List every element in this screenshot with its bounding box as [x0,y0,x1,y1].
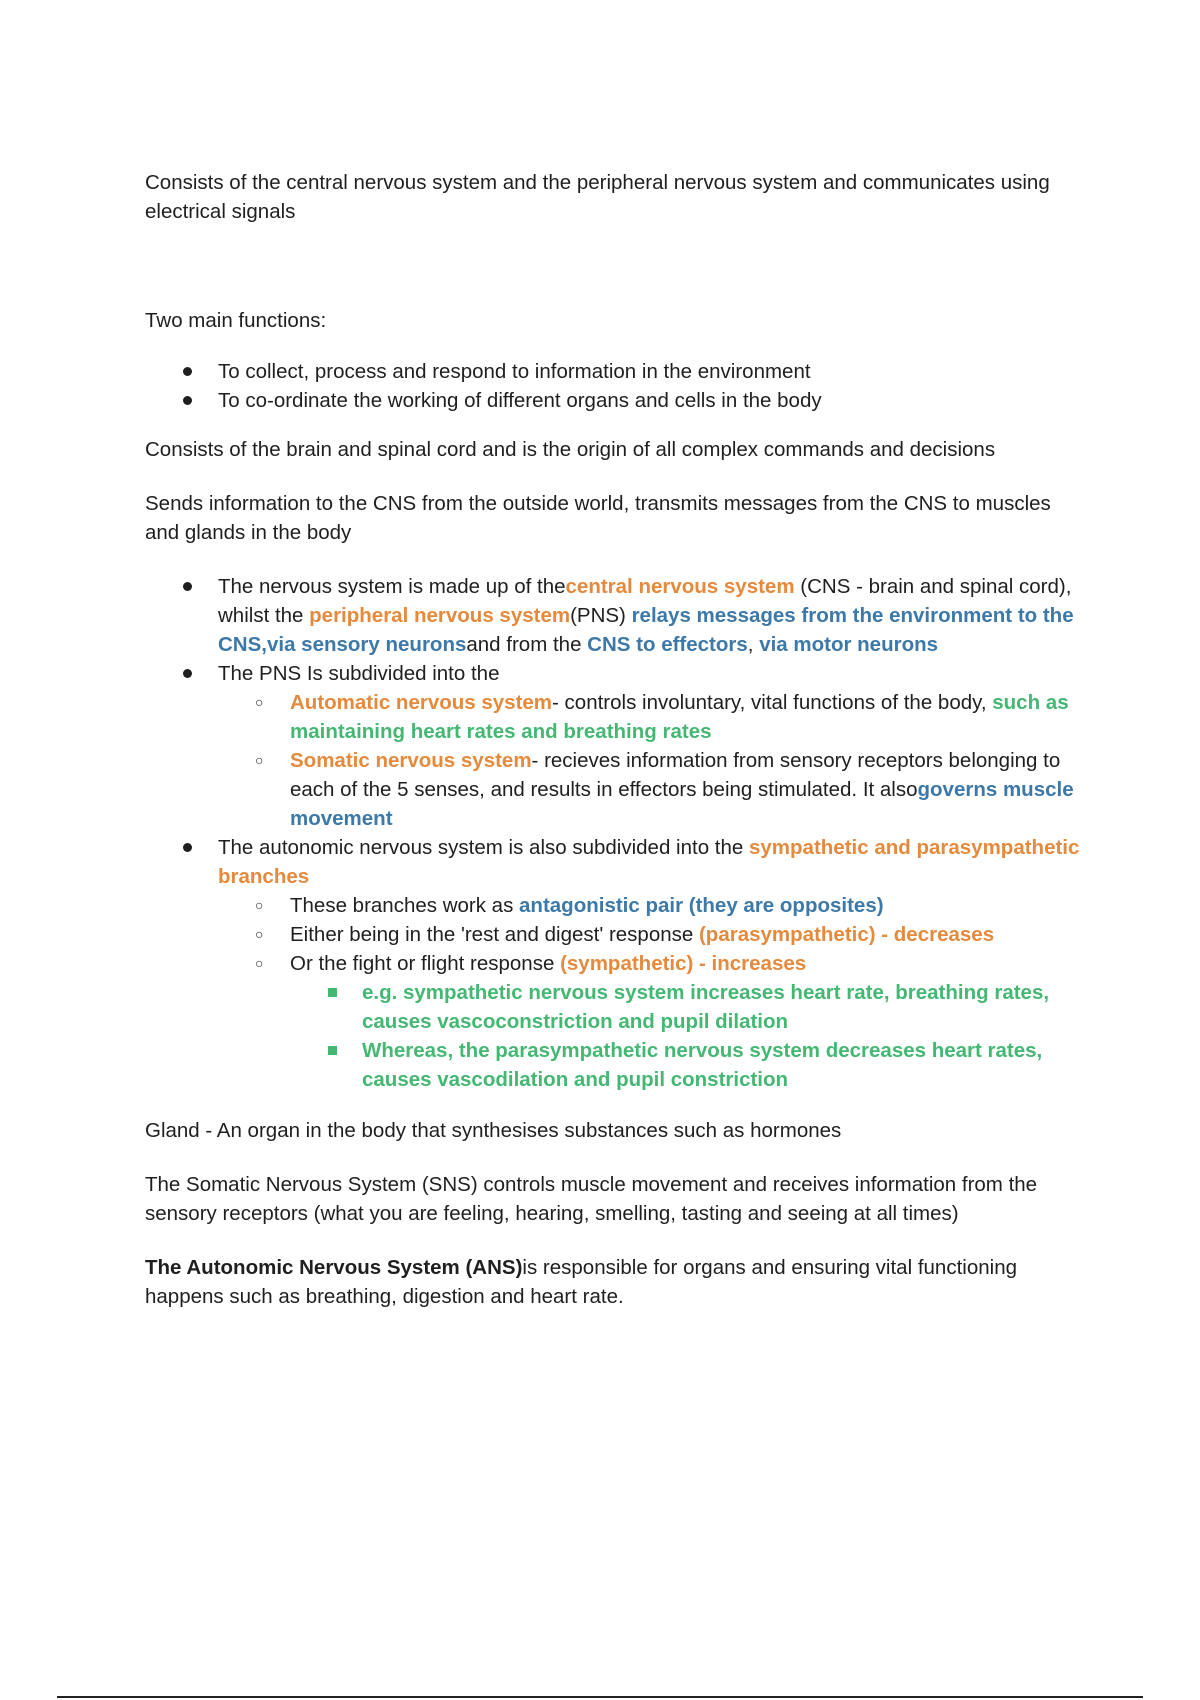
list-item: Whereas, the parasympathetic nervous system decreases heart rates, causes vascodilation and pupil constriction [145,1036,1085,1094]
pns-paragraph: Sends information to the CNS from the outside world, transmits messages from the CNS to muscles and glands in the body [145,492,1051,544]
functions-heading: Two main functions: [145,309,327,332]
circle-bullet-icon: ○ [255,955,264,971]
circle-bullet-icon: ○ [255,926,264,942]
list-item: The autonomic nervous system is also subdivided into the sympathetic and parasympathetic branches [145,833,1085,891]
functions-list [145,357,1085,415]
list-item: The PNS Is subdivided into the [145,659,1085,688]
list-item: To collect, process and respond to information in the environment [145,357,1085,386]
list-item: ○ Or the fight or flight response (sympathetic) - increases [145,949,1085,978]
cns-paragraph: Consists of the brain and spinal cord and is the origin of all complex commands and decisions [145,438,996,461]
circle-bullet-icon: ○ [255,897,264,913]
list-item: ○ Either being in the 'rest and digest' response (parasympathetic) - decreases [145,920,1085,949]
list-item: ○ Automatic nervous system- controls involuntary, vital functions of the body, such as maintaining heart rates and breathing rates [145,688,1085,746]
bullet-icon [183,396,192,405]
bullet-icon [183,367,192,376]
circle-bullet-icon: ○ [255,694,264,710]
sns-paragraph: The Somatic Nervous System (SNS) controls muscle movement and receives information from the sensory receptors (what you are feeling, hearing, smelling, tasting and seeing at all times) [145,1173,1038,1225]
notes-list [145,572,1085,1094]
list-item: ○ These branches work as antagonistic pair (they are opposites) [145,891,1085,920]
bullet-icon [183,843,192,852]
bullet-icon [183,582,192,591]
list-item: The nervous system is made up of thecentral nervous system (CNS - brain and spinal cord), whilst the peripheral nervous system(PNS) relays messages from the environment to the CNS,via sensory neuronsand from the CNS to effectors, via motor neurons [145,572,1085,659]
list-item: ○ Somatic nervous system- recieves information from sensory receptors belonging to each of the 5 senses, and results in effectors being stimulated. It alsogoverns muscle movement [145,746,1085,833]
ans-paragraph: The Autonomic Nervous System (ANS)is responsible for organs and ensuring vital functioning happens such as breathing, digestion and heart rate. [145,1256,1017,1308]
list-item: To co-ordinate the working of different organs and cells in the body [145,386,1085,415]
intro-paragraph: Consists of the central nervous system and the peripheral nervous system and communicates using electrical signals [145,171,1050,223]
square-bullet-icon [328,988,337,997]
footer-divider [57,1696,1143,1698]
bullet-icon [183,669,192,678]
list-item: e.g. sympathetic nervous system increases heart rate, breathing rates, causes vascoconstriction and pupil dilation [145,978,1085,1036]
gland-definition: Gland - An organ in the body that synthesises substances such as hormones [145,1119,842,1142]
square-bullet-icon [328,1046,337,1055]
document-page [145,168,1085,1311]
circle-bullet-icon: ○ [255,752,264,768]
